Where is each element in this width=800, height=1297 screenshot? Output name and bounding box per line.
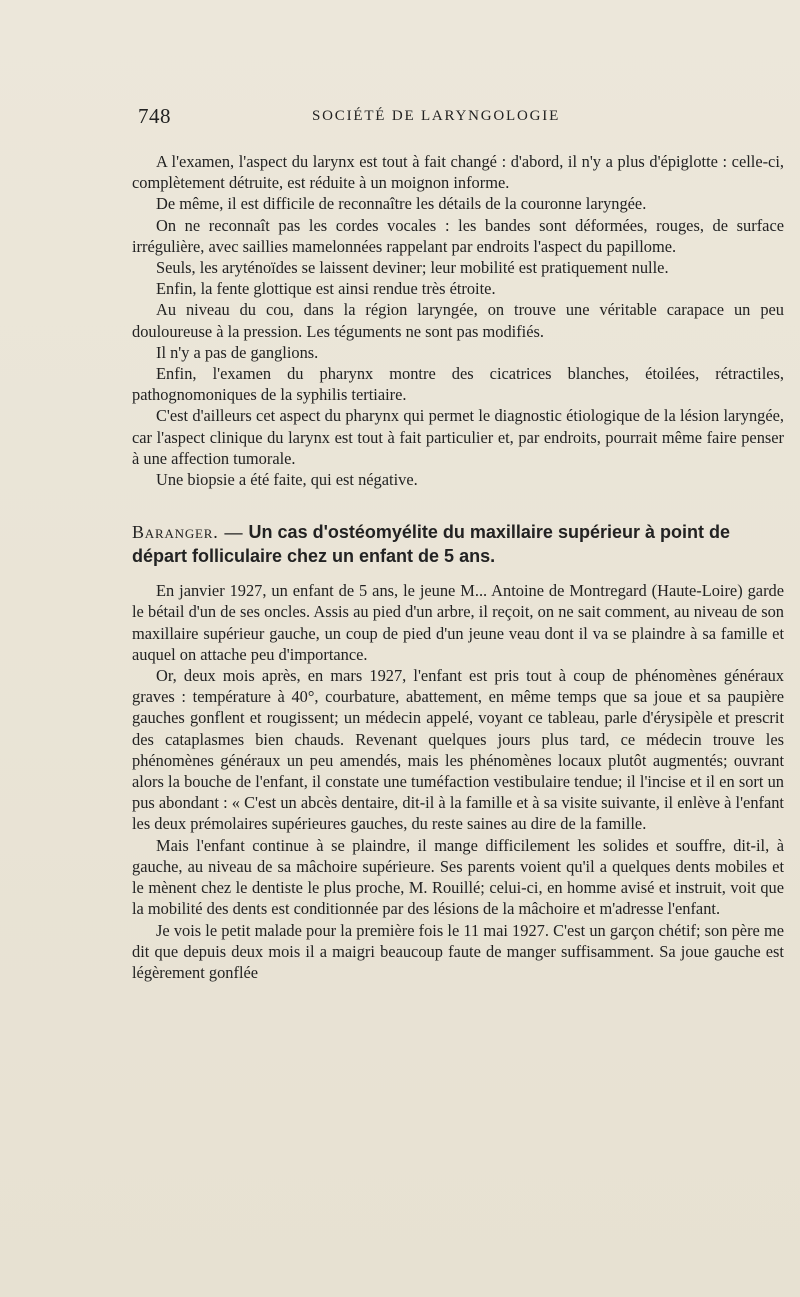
paragraph: De même, il est difficile de reconnaître les détails de la couronne laryngée. <box>156 194 647 214</box>
paragraph: Une biopsie a été faite, qui est négative. <box>156 470 418 490</box>
title-dash: — <box>224 522 243 543</box>
paragraph: On ne reconnaît pas les cordes vocales : les bandes sont déformées, rouges, de surface irrégulière, avec saillies mamelonnées rappelant par endroits l'aspect du papillome. <box>132 215 784 256</box>
article-title: Un cas d'ostéomyélite du maxillaire supérieur à point de départ folliculaire chez un enfant de 5 ans. <box>132 522 730 567</box>
page-header <box>138 104 778 132</box>
paragraph: En janvier 1927, un enfant de 5 ans, le jeune M... Antoine de Montregard (Haute-Loire) garde le bétail d'un de ses oncles. Assis au pied d'un arbre, il reçoit, on ne sait comment, au niveau de son maxillaire supérieur gauche, un coup de pied d'un jeune veau dont il va se plaindre à sa famille et auquel on attache peu d'importance. <box>132 581 784 664</box>
page-body <box>132 151 784 983</box>
paragraph: Or, deux mois après, en mars 1927, l'enfant est pris tout à coup de phénomènes généraux graves : température à 40°, courbature, abattement, en même temps que sa joue et sa paupière gauches gonflent et rougissent; un médecin appelé, voyant ce tableau, parle d'érysipèle et prescrit des cataplasmes bien chauds. Revenant quelques jours plus tard, ce médecin trouve les phénomènes généraux un peu amendés, mais les phénomènes locaux plutôt augmentés; ouvrant alors la bouche de l'enfant, il constate une tuméfaction vestibulaire tendue; il l'incise et il en sort un pus abondant : « C'est un abcès dentaire, dit-il à la famille et à sa visite suivante, il enlève à l'enfant les deux prémolaires supérieures gauches, du reste saines au dire de la famille. <box>132 666 784 834</box>
paragraph: Enfin, la fente glottique est ainsi rendue très étroite. <box>156 279 496 299</box>
page-number: 748 <box>138 104 171 128</box>
paragraph: Je vois le petit malade pour la première fois le 11 mai 1927. C'est un garçon chétif; son père me dit que depuis deux mois il a maigri beaucoup faute de manger suffisamment. Sa joue gauche est légèrement gonflée <box>132 920 784 982</box>
article-author: Baranger. <box>132 522 219 543</box>
paragraph: Il n'y a pas de ganglions. <box>156 342 319 362</box>
paragraph: A l'examen, l'aspect du larynx est tout à fait changé : d'abord, il n'y a plus d'épiglotte : celle-ci, complètement détruite, est réduite à un moignon informe. <box>132 152 784 193</box>
paragraph: Au niveau du cou, dans la région laryngée, on trouve une véritable carapace un peu douloureuse à la pression. Les téguments ne sont pas modifiés. <box>132 300 784 341</box>
article-heading <box>132 520 784 568</box>
running-title: SOCIÉTÉ DE LARYNGOLOGIE <box>312 108 561 124</box>
paragraph: C'est d'ailleurs cet aspect du pharynx qui permet le diagnostic étiologique de la lésion laryngée, car l'aspect clinique du larynx est tout à fait particulier et, par endroits, pourrait même faire penser à une affection tumorale. <box>132 406 784 468</box>
paragraph: Seuls, les aryténoïdes se laissent deviner; leur mobilité est pratiquement nulle. <box>156 258 669 278</box>
paragraph: Enfin, l'examen du pharynx montre des cicatrices blanches, étoilées, rétractiles, pathognomoniques de la syphilis tertiaire. <box>132 364 784 405</box>
paragraph: Mais l'enfant continue à se plaindre, il mange difficilement les solides et souffre, dit-il, à gauche, au niveau de sa mâchoire supérieure. Ses parents voient qu'il a quelques dents mobiles et le mènent chez le dentiste le plus proche, M. Rouillé; celui-ci, en homme avisé et instruit, voit que la mobilité des dents est conditionnée par des lésions de la mâchoire et m'adresse l'enfant. <box>132 835 784 919</box>
